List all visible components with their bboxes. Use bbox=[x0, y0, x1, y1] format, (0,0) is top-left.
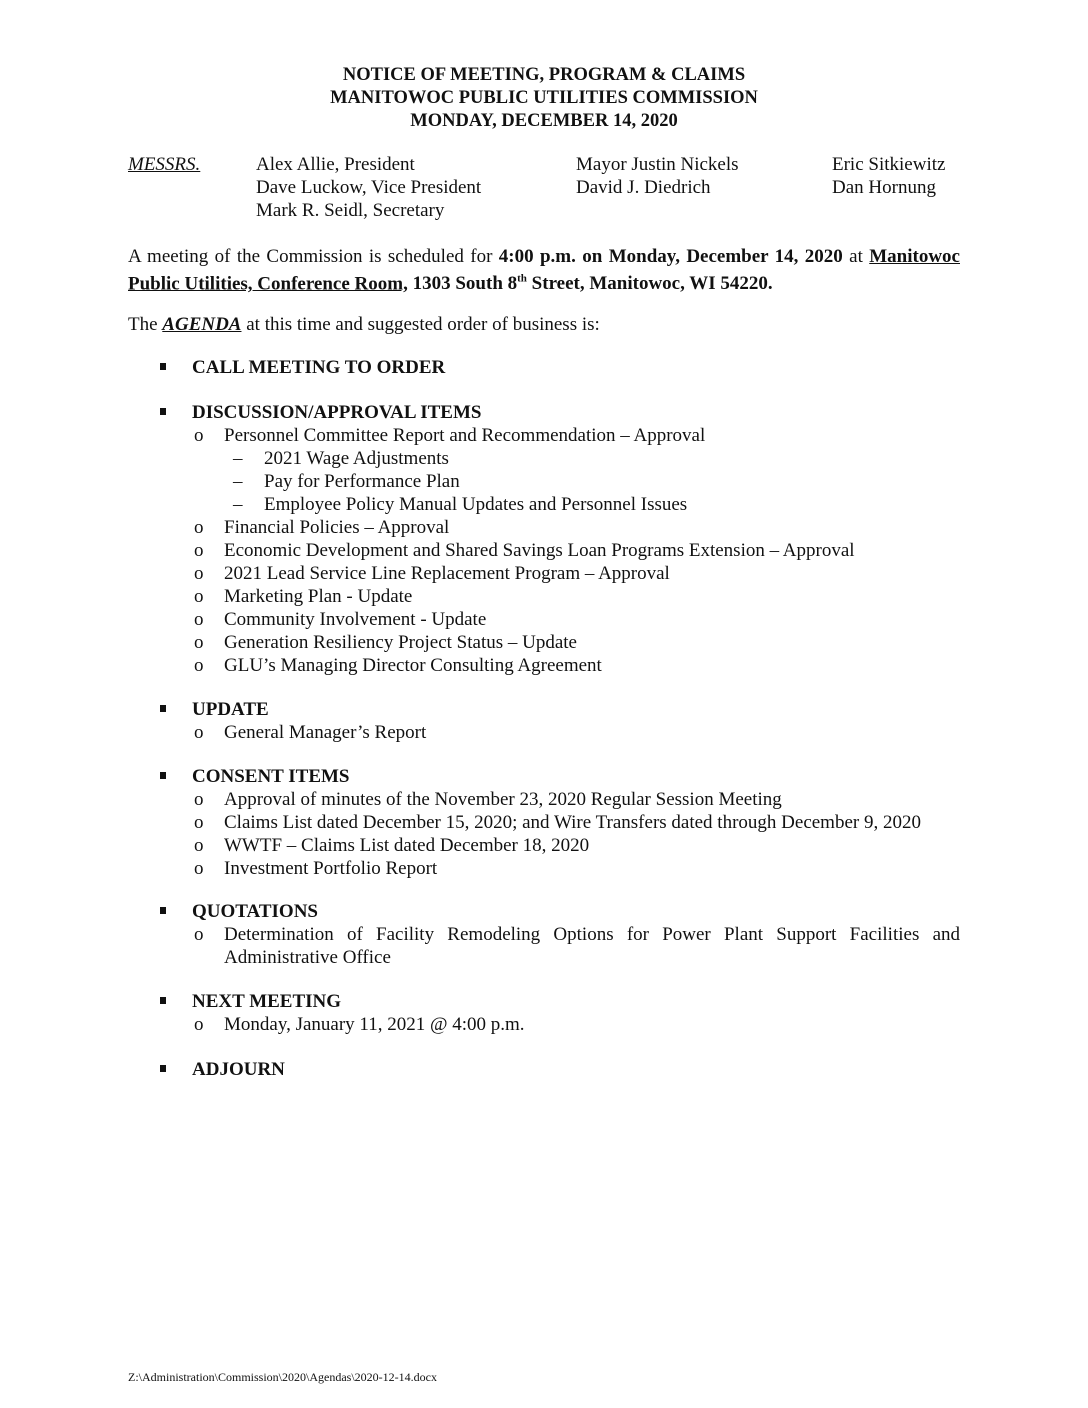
section-consent-items bbox=[160, 765, 960, 880]
list-item: o Community Involvement - Update bbox=[194, 609, 487, 630]
member-name: Mayor Justin Nickels bbox=[576, 154, 739, 175]
member-name: David J. Diedrich bbox=[576, 177, 711, 198]
member-name: Dave Luckow, Vice President bbox=[256, 177, 482, 198]
meeting-location: Manitowoc Public Utilities, Conference Room, bbox=[128, 246, 960, 295]
meeting-time: 4:00 p.m. on Monday, December 14, 2020 bbox=[498, 246, 843, 267]
list-item: o 2021 Lead Service Line Replacement Program – Approval bbox=[194, 563, 670, 584]
sub-list-item: – Pay for Performance Plan bbox=[233, 471, 460, 492]
members-column-1 bbox=[256, 153, 481, 222]
agenda-label: AGENDA bbox=[162, 314, 242, 335]
list-item: o GLU’s Managing Director Consulting Agreement bbox=[194, 655, 602, 676]
bullet-icon bbox=[160, 408, 166, 415]
member-name: Alex Allie, President bbox=[256, 154, 415, 175]
section-quotations bbox=[160, 900, 960, 969]
section-heading: UPDATE bbox=[160, 698, 960, 721]
list-item: o Claims List dated December 15, 2020; and Wire Transfers dated through December 9, 2020 bbox=[194, 812, 921, 833]
header-line-2: MANITOWOC PUBLIC UTILITIES COMMISSION bbox=[330, 88, 758, 108]
bullet-icon bbox=[160, 1065, 166, 1072]
meeting-address: 1303 South 8th Street, Manitowoc, WI 54220. bbox=[407, 273, 773, 295]
sub-list-item: – 2021 Wage Adjustments bbox=[233, 448, 449, 469]
bullet-icon bbox=[160, 705, 166, 712]
section-heading: DISCUSSION/APPROVAL ITEMS bbox=[160, 401, 960, 424]
section-discussion-approval bbox=[160, 401, 960, 677]
member-name: Mark R. Seidl, Secretary bbox=[256, 200, 445, 221]
intro-text: A meeting of the Commission is scheduled for bbox=[128, 246, 499, 267]
section-call-to-order bbox=[160, 356, 960, 379]
section-next-meeting bbox=[160, 990, 960, 1036]
meeting-intro-paragraph bbox=[128, 245, 960, 295]
document-header bbox=[0, 64, 1088, 133]
agenda-intro: The AGENDA at this time and suggested order of business is: bbox=[128, 314, 600, 335]
members-column-2 bbox=[576, 153, 739, 199]
header-line-3: MONDAY, DECEMBER 14, 2020 bbox=[410, 111, 678, 131]
footer-file-path: Z:\Administration\Commission\2020\Agendas\2020-12-14.docx bbox=[128, 1370, 437, 1384]
section-heading: CONSENT ITEMS bbox=[160, 765, 960, 788]
list-item: o Monday, January 11, 2021 @ 4:00 p.m. bbox=[194, 1014, 525, 1035]
section-heading: CALL MEETING TO ORDER bbox=[160, 356, 960, 379]
list-item: o Determination of Facility Remodeling Options for Power Plant Support Facilities and Administrative Office bbox=[194, 924, 960, 968]
header-line-1: NOTICE OF MEETING, PROGRAM & CLAIMS bbox=[342, 65, 746, 85]
bullet-icon bbox=[160, 772, 166, 779]
sub-list-item: – Employee Policy Manual Updates and Personnel Issues bbox=[233, 494, 688, 515]
section-heading: ADJOURN bbox=[160, 1058, 960, 1081]
intro-text: at bbox=[842, 246, 870, 267]
messrs-label: MESSRS. bbox=[128, 154, 201, 175]
list-item: o WWTF – Claims List dated December 18, 2020 bbox=[194, 835, 590, 856]
list-item: o Investment Portfolio Report bbox=[194, 858, 438, 879]
list-item: o Personnel Committee Report and Recommendation – Approval bbox=[194, 425, 706, 446]
bullet-icon bbox=[160, 907, 166, 914]
member-name: Eric Sitkiewitz bbox=[832, 154, 946, 175]
section-adjourn bbox=[160, 1058, 960, 1081]
bullet-icon bbox=[160, 363, 166, 370]
list-item: o Financial Policies – Approval bbox=[194, 517, 450, 538]
list-item: o Economic Development and Shared Savings Loan Programs Extension – Approval bbox=[194, 540, 855, 561]
members-column-3 bbox=[832, 153, 945, 199]
list-item: o Marketing Plan - Update bbox=[194, 586, 413, 607]
section-update bbox=[160, 698, 960, 744]
member-name: Dan Hornung bbox=[832, 177, 936, 198]
section-heading: NEXT MEETING bbox=[160, 990, 960, 1013]
section-heading: QUOTATIONS bbox=[160, 900, 960, 923]
list-item: o General Manager’s Report bbox=[194, 722, 427, 743]
bullet-icon bbox=[160, 997, 166, 1004]
list-item: o Generation Resiliency Project Status – Update bbox=[194, 632, 577, 653]
list-item: o Approval of minutes of the November 23, 2020 Regular Session Meeting bbox=[194, 789, 782, 810]
